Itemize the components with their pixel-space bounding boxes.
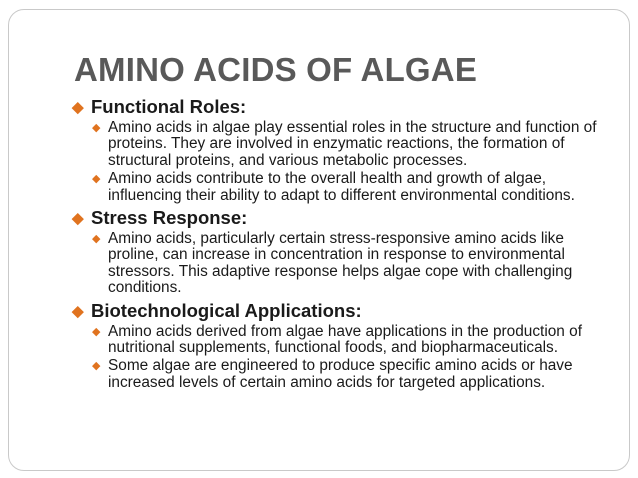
bullet-icon: ◆: [72, 302, 84, 320]
section-heading-text: Stress Response:: [91, 207, 248, 229]
sub-bullet-list: [72, 231, 612, 297]
list-item: [72, 120, 612, 169]
list-item-text: Some algae are engineered to produce specific amino acids or have increased levels of certain amino acids for targeted applications.: [108, 357, 573, 391]
slide-title: AMINO ACIDS OF ALGAE: [74, 51, 478, 88]
section-heading: [72, 300, 612, 322]
bullet-icon: ◆: [92, 173, 101, 186]
list-item: [72, 231, 612, 297]
section-stress-response: [72, 207, 612, 297]
section-heading-text: Functional Roles:: [91, 96, 247, 117]
section-heading-text: Biotechnological Applications:: [91, 299, 362, 321]
section-heading: [72, 207, 612, 229]
list-item-text: Amino acids, particularly certain stress-responsive amino acids like proline, can increase in concentration in response to environmental stressors. This adaptive response helps algae cope with challenging conditions.: [108, 230, 573, 297]
sub-bullet-list: [72, 120, 612, 204]
bullet-icon: ◆: [72, 99, 84, 116]
list-item-text: Amino acids in algae play essential roles in the structure and function of proteins. They are involved in enzymatic reactions, the formation of structural proteins, and various metabolic processes.: [108, 119, 597, 169]
list-item: [72, 324, 612, 357]
bullet-icon: ◆: [92, 122, 101, 134]
bullet-icon: ◆: [92, 325, 101, 338]
sub-bullet-list: [72, 324, 612, 392]
section-biotechnological-applications: [72, 300, 612, 392]
bullet-icon: ◆: [72, 210, 84, 228]
list-item-text: Amino acids derived from algae have applications in the production of nutritional supplements, functional foods, and biopharmaceuticals.: [108, 322, 582, 357]
section-functional-roles: [72, 96, 612, 204]
bullet-icon: ◆: [92, 233, 101, 246]
slide-content: [72, 96, 612, 394]
bullet-icon: ◆: [92, 360, 101, 373]
list-item: [72, 171, 612, 204]
list-item-text: Amino acids contribute to the overall health and growth of algae, influencing their ability to adapt to different environmental conditions.: [108, 170, 575, 204]
section-heading: [72, 96, 612, 118]
list-item: [72, 358, 612, 391]
